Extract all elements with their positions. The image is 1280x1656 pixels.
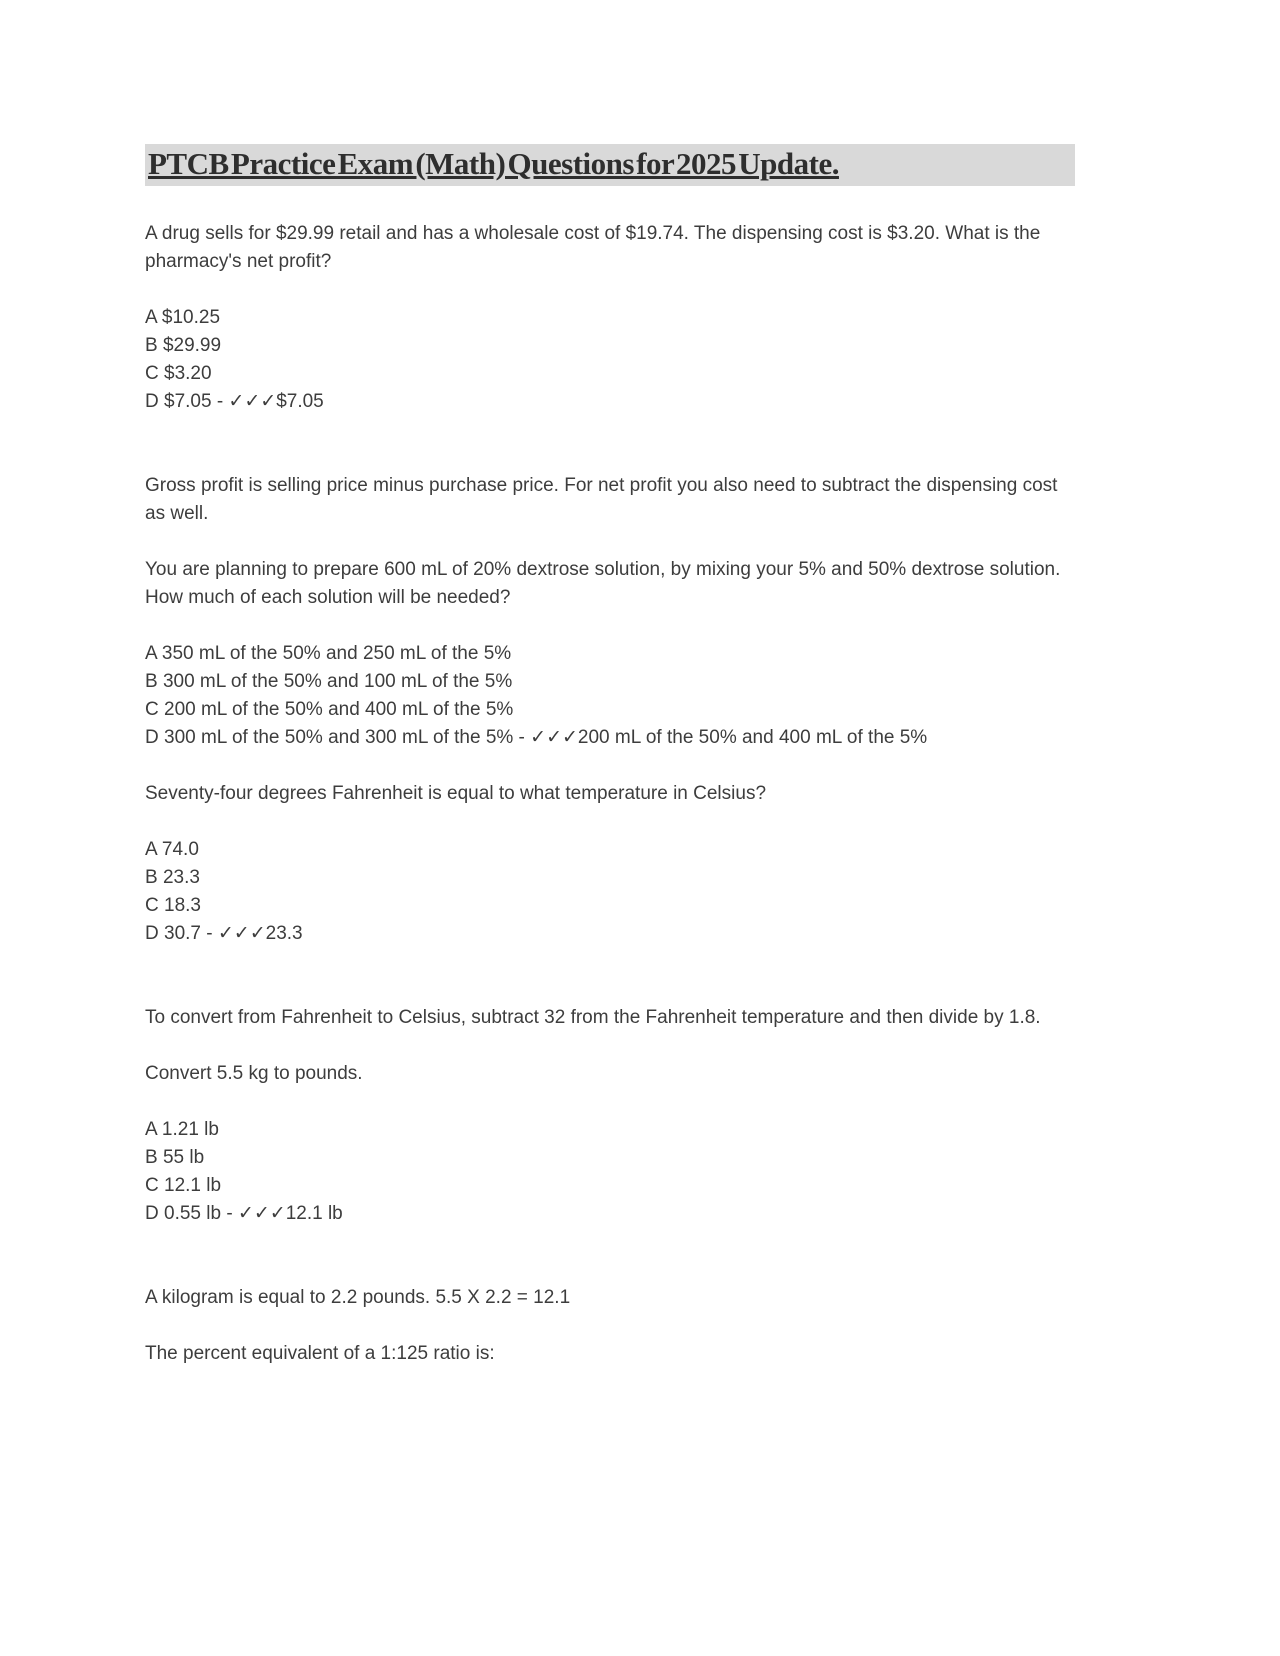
document-body bbox=[145, 220, 1073, 1368]
answer-option-c: C $3.20 bbox=[145, 363, 212, 384]
answer-option-c: C 200 mL of the 50% and 400 mL of the 5% bbox=[145, 699, 514, 720]
question-4-text: Convert 5.5 kg to pounds. bbox=[145, 1063, 363, 1084]
question-1-text: A drug sells for $29.99 retail and has a wholesale cost of $19.74. The dispensing cost is $3.20. What is the pharmacy's net profit? bbox=[145, 223, 1041, 272]
answer-option-b: B $29.99 bbox=[145, 335, 222, 356]
page-title: PTCB Practice Exam (Math) Questions for 2025 Update. bbox=[145, 144, 1075, 186]
question-1-explanation: Gross profit is selling price minus purchase price. For net profit you also need to subtract the dispensing cost as well. bbox=[145, 475, 1058, 524]
question-3-explanation: To convert from Fahrenheit to Celsius, subtract 32 from the Fahrenheit temperature and then divide by 1.8. bbox=[145, 1007, 1041, 1028]
answer-option-a: A 1.21 lb bbox=[145, 1119, 219, 1140]
answer-option-b: B 300 mL of the 50% and 100 mL of the 5% bbox=[145, 671, 513, 692]
answer-option-a: A 350 mL of the 50% and 250 mL of the 5% bbox=[145, 643, 512, 664]
question-4-options bbox=[145, 1116, 1073, 1228]
answer-option-b: B 55 lb bbox=[145, 1147, 205, 1168]
answer-option-d-correct: D $7.05 - ✓✓✓$7.05 bbox=[145, 391, 324, 412]
question-5-text: The percent equivalent of a 1:125 ratio is: bbox=[145, 1343, 495, 1364]
answer-option-b: B 23.3 bbox=[145, 867, 200, 888]
answer-option-a: A $10.25 bbox=[145, 307, 221, 328]
question-3-text: Seventy-four degrees Fahrenheit is equal to what temperature in Celsius? bbox=[145, 783, 767, 804]
question-1-options bbox=[145, 304, 1073, 416]
answer-option-d-correct: D 300 mL of the 50% and 300 mL of the 5% - ✓✓✓200 mL of the 50% and 400 mL of the 5% bbox=[145, 727, 928, 748]
question-2-text: You are planning to prepare 600 mL of 20% dextrose solution, by mixing your 5% and 50% dextrose solution. How much of each solution will be needed? bbox=[145, 559, 1061, 608]
answer-option-d-correct: D 0.55 lb - ✓✓✓12.1 lb bbox=[145, 1203, 343, 1224]
question-4-explanation: A kilogram is equal to 2.2 pounds. 5.5 X 2.2 = 12.1 bbox=[145, 1287, 571, 1308]
answer-option-c: C 18.3 bbox=[145, 895, 201, 916]
answer-option-d-correct: D 30.7 - ✓✓✓23.3 bbox=[145, 923, 303, 944]
answer-option-c: C 12.1 lb bbox=[145, 1175, 222, 1196]
answer-option-a: A 74.0 bbox=[145, 839, 199, 860]
question-2-options bbox=[145, 640, 1073, 752]
question-3-options bbox=[145, 836, 1073, 948]
